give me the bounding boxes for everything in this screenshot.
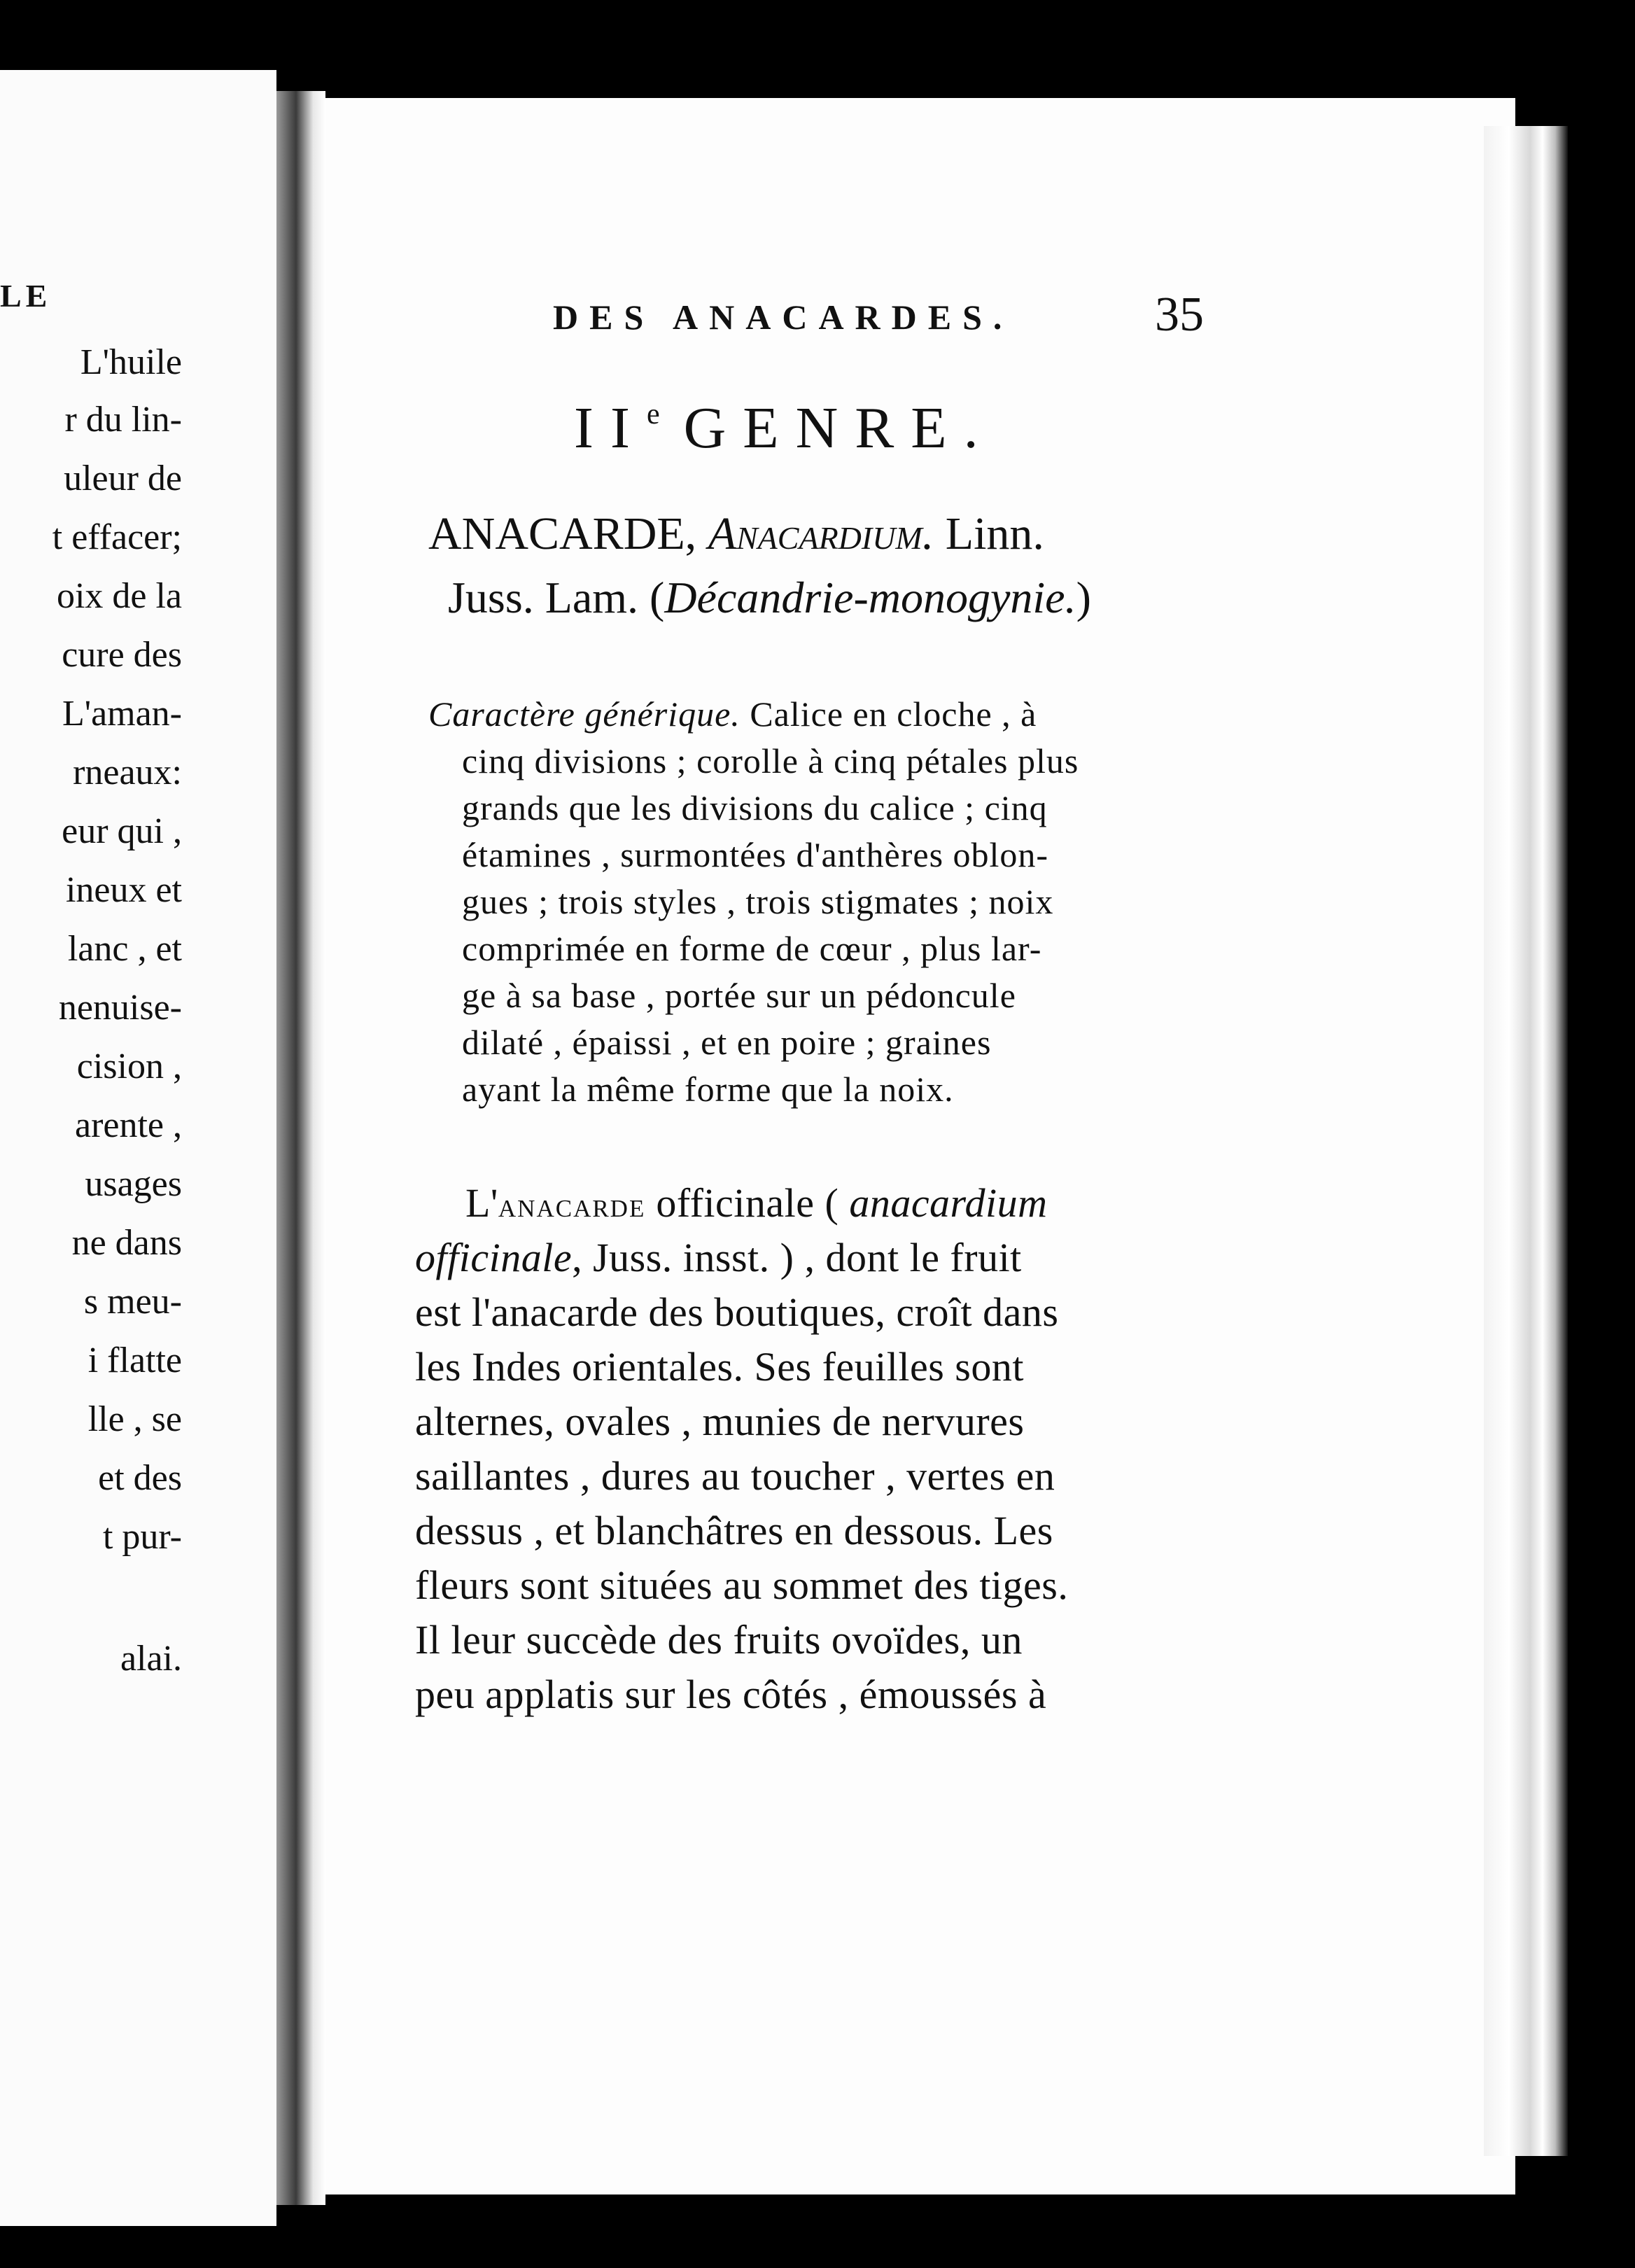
left-page-line: cision , — [76, 1046, 182, 1086]
characteristics-line: étamines , surmontées d'anthères oblon- — [462, 835, 1049, 874]
section-superscript: e — [646, 398, 660, 430]
page-number: 35 — [1155, 288, 1204, 342]
characteristics-line: dilaté , épaissi , et en poire ; graines — [462, 1023, 992, 1062]
left-page-line: et des — [98, 1458, 182, 1498]
body-line: Il leur succède des fruits ovoïdes, un — [415, 1617, 1023, 1662]
body-line: dessus , et blanchâtres en dessous. Les — [415, 1508, 1053, 1553]
left-page-line: usages — [85, 1164, 182, 1204]
body-line: est l'anacarde des boutiques, croît dans — [415, 1289, 1059, 1335]
left-page-line: rneaux: — [73, 752, 182, 792]
characteristics-text: Calice en cloche , à — [740, 694, 1037, 734]
left-page-line: r du lin- — [64, 400, 182, 440]
characteristics-line: grands que les divisions du calice ; cinq — [462, 788, 1048, 827]
characteristics-line: gues ; trois styles , trois stigmates ; noix — [462, 882, 1054, 921]
body-line — [465, 1180, 1048, 1226]
body-line: les Indes orientales. Ses feuilles sont — [415, 1344, 1024, 1390]
left-page-line: t pur- — [102, 1517, 182, 1557]
body-line: peu applatis sur les côtés , émoussés à — [415, 1672, 1047, 1717]
left-page-line: uleur de — [64, 458, 182, 498]
left-page-line: s meu- — [83, 1282, 182, 1322]
genus-latin-name: Anacardium. — [708, 508, 934, 559]
body-line: fleurs sont situées au sommet des tiges. — [415, 1562, 1069, 1608]
section-word: GENRE. — [683, 396, 995, 461]
characteristics-line: ayant la même forme que la noix. — [462, 1070, 954, 1109]
left-page-line: eur qui , — [62, 811, 182, 851]
section-number: II — [574, 396, 647, 461]
body-initial: L' — [465, 1180, 498, 1226]
genus-classification: Décandrie-monogynie. — [664, 573, 1076, 622]
left-page-line: ne dans — [71, 1223, 182, 1263]
left-page-header: LE — [0, 278, 52, 314]
characteristics-line — [428, 696, 1037, 732]
body-text: officinale ( — [645, 1180, 850, 1226]
characteristics-line: cinq divisions ; corolle à cinq pétales plus — [462, 741, 1079, 780]
body-line: alternes, ovales , munies de nervures — [415, 1399, 1025, 1444]
left-page-line: lanc , et — [67, 929, 182, 969]
genus-close-paren: ) — [1076, 573, 1091, 622]
body-text: , Juss. insst. ) , dont le fruit — [572, 1235, 1022, 1280]
left-page-line: i flatte — [87, 1340, 182, 1380]
running-title: DES ANACARDES. — [553, 298, 1013, 337]
genus-authorities: Juss. Lam. ( — [448, 573, 665, 622]
left-page-line: t effacer; — [52, 517, 182, 557]
left-page-line: arente , — [74, 1105, 182, 1145]
left-page-line: L'aman- — [62, 694, 182, 734]
left-page-line: oix de la — [56, 576, 182, 616]
characteristics-label: Caractère générique. — [428, 694, 741, 734]
book-gutter — [276, 91, 325, 2205]
characteristics-line: comprimée en forme de cœur , plus lar- — [462, 929, 1042, 968]
left-page-line: ineux et — [65, 870, 182, 910]
genus-name-line — [428, 508, 1044, 559]
body-italic: anacardium — [849, 1180, 1048, 1226]
body-smallcaps-word: anacarde — [498, 1186, 646, 1224]
body-line — [415, 1235, 1022, 1280]
page-edges — [1484, 126, 1568, 2156]
genus-name: ANACARDE, — [428, 508, 697, 559]
genus-classification-line — [448, 575, 1091, 620]
left-page-line: nenuise- — [58, 988, 182, 1028]
left-page-line: cure des — [62, 635, 182, 675]
left-page-line: lle , se — [87, 1399, 182, 1439]
characteristics-line: ge à sa base , portée sur un pédoncule — [462, 976, 1016, 1015]
left-page — [0, 70, 276, 2226]
section-heading — [574, 396, 995, 461]
genus-authority: Linn. — [945, 508, 1044, 559]
body-line: saillantes , dures au toucher , vertes en — [415, 1453, 1055, 1499]
left-page-line: alai. — [120, 1639, 182, 1679]
body-italic: officinale — [415, 1235, 573, 1280]
left-page-line: L'huile — [80, 342, 182, 382]
